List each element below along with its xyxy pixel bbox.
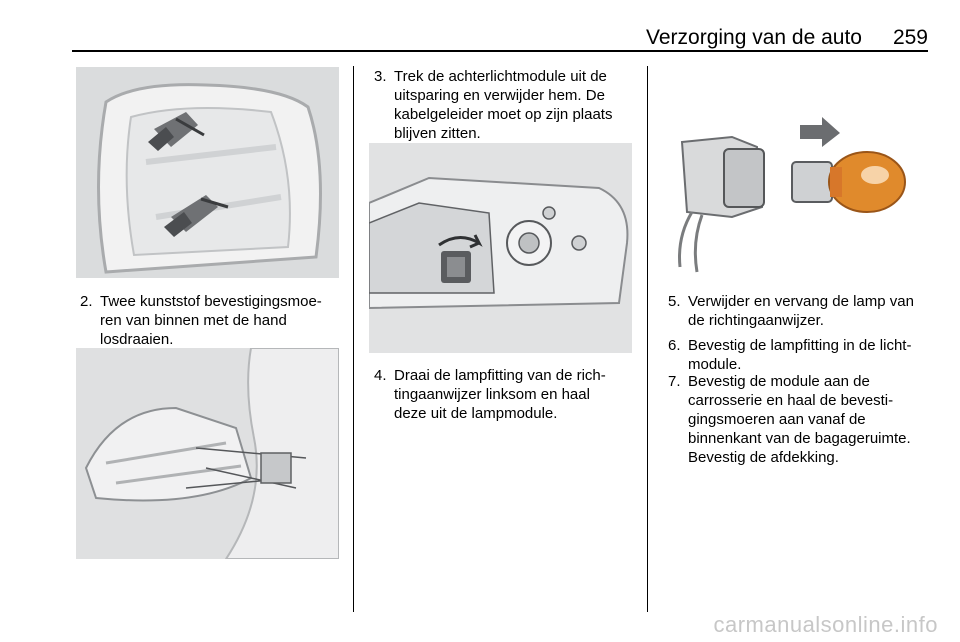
bulb-replacement-illustration: [662, 67, 925, 278]
page-header-title: Verzorging van de auto: [646, 26, 862, 49]
step-2: [80, 292, 346, 352]
step-number: 3.: [374, 68, 387, 85]
step-4: [374, 366, 642, 426]
step-text: Draai de lampfitting van de rich- tingaanwijzer linksom en haal deze uit de lampmodule.: [394, 367, 606, 422]
bulb-holder-illustration: [369, 143, 632, 353]
module-removal-illustration: [76, 348, 339, 559]
step-number: 7.: [668, 373, 681, 390]
column-divider-right: [647, 66, 648, 612]
step-text: Bevestig de module aan de carrosserie en haal de bevesti- gingsmoeren aan vanaf de binnenkant van de bagageruimte. Bevestig de afdekking.: [688, 373, 911, 466]
step-number: 2.: [80, 293, 93, 310]
step-number: 5.: [668, 293, 681, 310]
step-text: Trek de achterlichtmodule uit de uitsparing en verwijder hem. De kabelgeleider moet op zijn plaats blijven zitten.: [394, 68, 613, 142]
step-text: Bevestig de lampfitting in de licht- module.: [688, 337, 912, 373]
step-text: Verwijder en vervang de lamp van de richtingaanwijzer.: [688, 293, 914, 329]
step-3: [374, 67, 642, 145]
figure-fastener-recess: [76, 67, 339, 278]
step-text: Twee kunststof bevestigingsmoe- ren van binnen met de hand losdraaien.: [100, 293, 322, 348]
step-5: [668, 292, 934, 332]
figure-module-removal: [76, 348, 339, 559]
figure-bulb-replacement: [662, 67, 925, 278]
step-number: 4.: [374, 367, 387, 384]
fastener-recess-illustration: [76, 67, 339, 278]
step-7: [668, 372, 934, 470]
bulb-icon: [792, 152, 905, 212]
step-6: [668, 336, 934, 376]
column-divider-left: [353, 66, 354, 612]
step-number: 6.: [668, 337, 681, 354]
page-number: 259: [892, 26, 928, 49]
site-watermark: carmanualsonline.info: [713, 612, 938, 637]
figure-bulb-holder: [369, 143, 632, 353]
header-divider: [72, 50, 928, 52]
bulb-holder-icon: [441, 251, 471, 283]
